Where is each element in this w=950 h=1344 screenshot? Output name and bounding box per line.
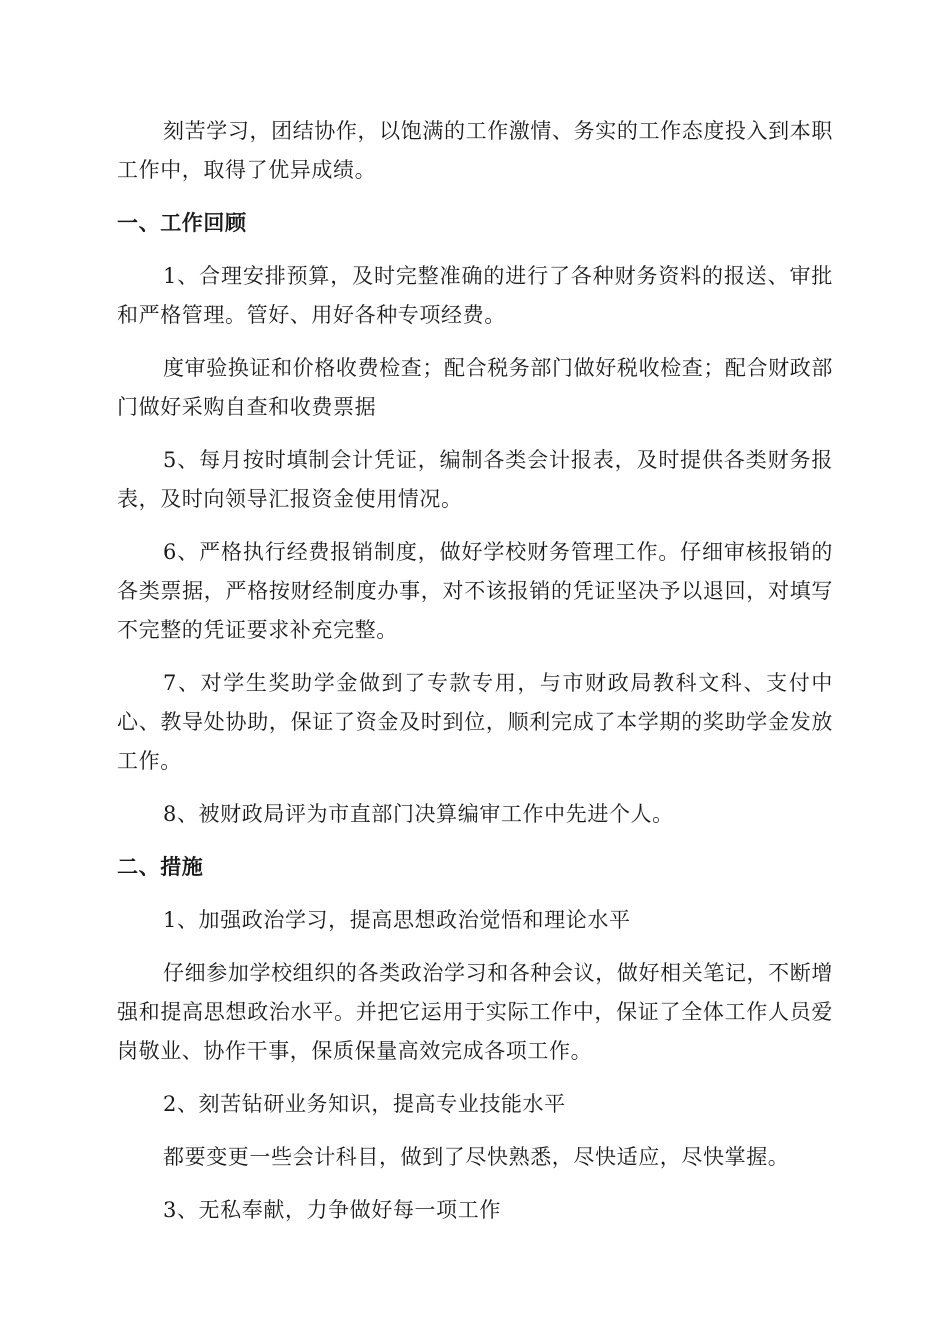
- paragraph-measure-2: 2、刻苦钻研业务知识，提高专业技能水平: [163, 1092, 566, 1116]
- paragraph-intro: 刻苦学习，团结协作，以饱满的工作激情、务实的工作态度投入到本职工作中，取得了优异成绩。: [117, 119, 833, 182]
- paragraph-item-1: 1、合理安排预算，及时完整准确的进行了各种财务资料的报送、审批和严格管理。管好、用好各种专项经费。: [117, 264, 833, 327]
- paragraph-measure-2-detail: 都要变更一些会计科目，做到了尽快熟悉，尽快适应，尽快掌握。: [163, 1145, 790, 1169]
- document-body: [117, 112, 833, 1244]
- section-heading-review: 一、工作回顾: [117, 211, 247, 235]
- paragraph-item-6: 6、严格执行经费报销制度，做好学校财务管理工作。仔细审核报销的各类票据，严格按财经制度办事，对不该报销的凭证坚决予以退回，对填写不完整的凭证要求补充完整。: [117, 540, 833, 642]
- paragraph-measure-3: 3、无私奉献，力争做好每一项工作: [163, 1198, 501, 1222]
- paragraph-item-5: 5、每月按时填制会计凭证，编制各类会计报表，及时提供各类财务报表，及时向领导汇报资金使用情况。: [117, 448, 833, 511]
- paragraph-audit: 度审验换证和价格收费检查；配合税务部门做好税收检查；配合财政部门做好采购自查和收费票据: [117, 356, 833, 419]
- paragraph-measure-1: 1、加强政治学习，提高思想政治觉悟和理论水平: [163, 908, 631, 932]
- paragraph-item-8: 8、被财政局评为市直部门决算编审工作中先进个人。: [163, 802, 674, 826]
- paragraph-item-7: 7、对学生奖助学金做到了专款专用，与市财政局教科文科、支付中心、教导处协助，保证了资金及时到位，顺利完成了本学期的奖助学金发放工作。: [117, 671, 833, 773]
- paragraph-measure-1-detail: 仔细参加学校组织的各类政治学习和各种会议，做好相关笔记，不断增强和提高思想政治水平。并把它运用于实际工作中，保证了全体工作人员爱岗敬业、协作干事，保质保量高效完成各项工作。: [117, 961, 833, 1063]
- section-heading-measures: 二、措施: [117, 855, 204, 879]
